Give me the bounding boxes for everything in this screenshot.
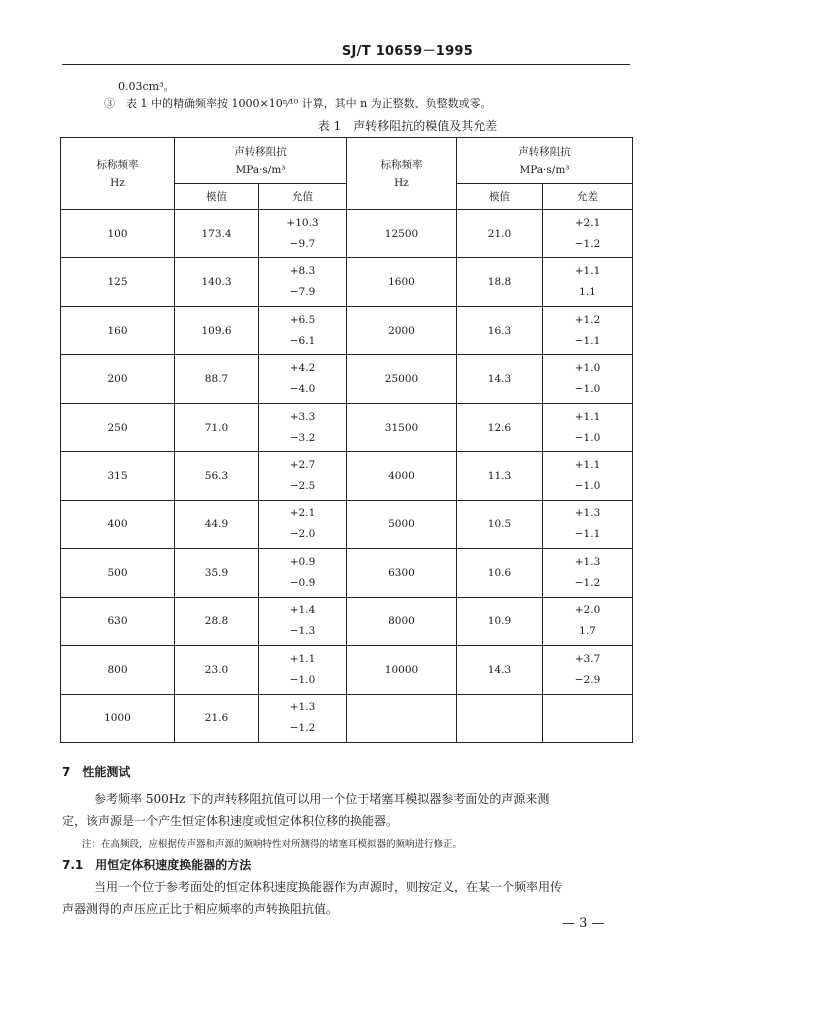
header-freq-unit-right: Hz <box>394 176 409 189</box>
table-header-row <box>61 138 633 184</box>
upper-tolerance: +1.1 <box>574 410 601 423</box>
modulus-cell-right <box>457 694 543 742</box>
upper-tolerance: +1.4 <box>289 604 316 617</box>
modulus-cell-right: 21.0 <box>457 210 543 258</box>
tolerance-cell-right <box>543 355 633 403</box>
table-row <box>61 694 633 742</box>
freq-cell-right: 1600 <box>347 258 457 306</box>
tolerance-cell-right <box>543 694 633 742</box>
freq-cell: 200 <box>61 355 175 403</box>
modulus-cell-right: 16.3 <box>457 306 543 354</box>
header-impedance-unit-right: MPa·s/m³ <box>519 163 570 176</box>
lower-tolerance: −2.9 <box>574 673 601 686</box>
tolerance-cell <box>259 500 347 548</box>
modulus-cell: 88.7 <box>175 355 259 403</box>
table-row <box>61 597 633 645</box>
tolerance-cell-right <box>543 500 633 548</box>
header-nominal-frequency <box>61 138 175 210</box>
lower-tolerance: −1.0 <box>289 673 316 686</box>
tolerance-cell <box>259 646 347 694</box>
table-row <box>61 403 633 451</box>
modulus-cell-right: 11.3 <box>457 452 543 500</box>
upper-tolerance: +10.3 <box>286 216 319 229</box>
table-caption: 表 1 声转移阻抗的模值及其允差 <box>317 119 498 133</box>
lower-tolerance: −2.5 <box>289 479 316 492</box>
freq-cell-right: 12500 <box>347 210 457 258</box>
lower-tolerance: −1.2 <box>574 576 601 589</box>
lower-tolerance: −4.0 <box>289 383 316 396</box>
lower-tolerance: −0.9 <box>289 576 316 589</box>
modulus-cell: 35.9 <box>175 549 259 597</box>
modulus-cell: 23.0 <box>175 646 259 694</box>
lower-tolerance: −1.1 <box>574 528 601 541</box>
header-impedance-label: 声转移阻抗 <box>234 145 287 158</box>
upper-tolerance: +2.7 <box>289 458 316 471</box>
header-impedance-unit: MPa·s/m³ <box>235 163 286 176</box>
header-rule <box>62 64 630 65</box>
table-row <box>61 646 633 694</box>
page-number: — 3 — <box>562 916 605 931</box>
upper-tolerance: +6.5 <box>289 313 316 326</box>
lower-tolerance: −7.9 <box>289 286 316 299</box>
freq-cell: 1000 <box>61 694 175 742</box>
header-tolerance: 允值 <box>259 184 347 210</box>
section-7-paragraph-line-1: 参考频率 500Hz 下的声转移阻抗值可以用一个位于堵塞耳模拟器参考面处的声源来测 <box>94 792 550 806</box>
freq-cell: 250 <box>61 403 175 451</box>
tolerance-cell <box>259 452 347 500</box>
impedance-table <box>60 137 633 743</box>
upper-tolerance: +1.1 <box>574 458 601 471</box>
lower-tolerance: 1.7 <box>579 625 596 638</box>
tolerance-cell <box>259 258 347 306</box>
freq-cell-right: 5000 <box>347 500 457 548</box>
note-volume-fragment: 0.03cm³。 <box>118 80 175 93</box>
upper-tolerance: +1.3 <box>574 555 601 568</box>
tolerance-cell-right <box>543 452 633 500</box>
tolerance-cell-right <box>543 597 633 645</box>
upper-tolerance: +3.3 <box>289 410 316 423</box>
modulus-cell: 28.8 <box>175 597 259 645</box>
upper-tolerance: +4.2 <box>289 362 316 375</box>
standard-code-header: SJ/T 10659－1995 <box>341 44 474 59</box>
lower-tolerance: −1.0 <box>574 479 601 492</box>
lower-tolerance: −1.0 <box>574 383 601 396</box>
lower-tolerance: −1.1 <box>574 334 601 347</box>
modulus-cell-right: 18.8 <box>457 258 543 306</box>
modulus-cell: 173.4 <box>175 210 259 258</box>
tolerance-cell <box>259 355 347 403</box>
upper-tolerance: +1.0 <box>574 362 601 375</box>
lower-tolerance: −9.7 <box>289 237 316 250</box>
tolerance-cell-right <box>543 646 633 694</box>
header-freq-label: 标称频率 <box>96 158 139 171</box>
header-freq-unit: Hz <box>110 176 125 189</box>
lower-tolerance: 1.1 <box>579 286 596 299</box>
tolerance-cell <box>259 694 347 742</box>
freq-cell-right: 25000 <box>347 355 457 403</box>
lower-tolerance: −2.0 <box>289 528 316 541</box>
section-7-1-paragraph-line-2: 声器测得的声压应正比于相应频率的声转换阻抗值。 <box>62 902 339 916</box>
upper-tolerance: +2.0 <box>574 604 601 617</box>
table-row <box>61 500 633 548</box>
section-7-1-heading: 7.1 用恒定体积速度换能器的方法 <box>62 858 252 872</box>
table-row <box>61 355 633 403</box>
section-7-note: 注：在高频段，应根据传声器和声源的频响特性对所测得的堵塞耳模拟器的频响进行修正。 <box>82 839 463 850</box>
modulus-cell: 56.3 <box>175 452 259 500</box>
tolerance-cell-right <box>543 549 633 597</box>
modulus-cell-right: 14.3 <box>457 355 543 403</box>
lower-tolerance: −6.1 <box>289 334 316 347</box>
section-7-1-paragraph-line-1: 当用一个位于参考面处的恒定体积速度换能器作为声源时，则按定义，在某一个频率用传 <box>94 880 563 894</box>
modulus-cell: 44.9 <box>175 500 259 548</box>
header-transfer-impedance-right <box>457 138 633 184</box>
modulus-cell-right: 12.6 <box>457 403 543 451</box>
modulus-cell-right: 10.5 <box>457 500 543 548</box>
tolerance-cell <box>259 549 347 597</box>
freq-cell-right: 31500 <box>347 403 457 451</box>
freq-cell-right: 8000 <box>347 597 457 645</box>
header-impedance-label-right: 声转移阻抗 <box>518 145 571 158</box>
upper-tolerance: +3.7 <box>574 652 601 665</box>
tolerance-cell <box>259 597 347 645</box>
freq-cell: 160 <box>61 306 175 354</box>
upper-tolerance: +1.3 <box>574 507 601 520</box>
table-row <box>61 210 633 258</box>
table-row <box>61 549 633 597</box>
modulus-cell: 71.0 <box>175 403 259 451</box>
freq-cell: 100 <box>61 210 175 258</box>
tolerance-cell-right <box>543 210 633 258</box>
lower-tolerance: −1.2 <box>289 722 316 735</box>
note-3-frequency-formula: ③ 表 1 中的精确频率按 1000×10ⁿ⁄¹⁰ 计算，其中 n 为正整数、负整数或零。 <box>104 97 492 110</box>
freq-cell: 500 <box>61 549 175 597</box>
upper-tolerance: +2.1 <box>289 507 316 520</box>
header-nominal-frequency-right <box>347 138 457 210</box>
upper-tolerance: +2.1 <box>574 216 601 229</box>
freq-cell-right <box>347 694 457 742</box>
freq-cell-right: 2000 <box>347 306 457 354</box>
lower-tolerance: −1.2 <box>574 237 601 250</box>
tolerance-cell <box>259 210 347 258</box>
modulus-cell-right: 10.9 <box>457 597 543 645</box>
section-7-heading: 7 性能测试 <box>62 765 131 779</box>
upper-tolerance: +0.9 <box>289 555 316 568</box>
modulus-cell: 109.6 <box>175 306 259 354</box>
modulus-cell-right: 10.6 <box>457 549 543 597</box>
lower-tolerance: −3.2 <box>289 431 316 444</box>
header-freq-label-right: 标称频率 <box>380 158 423 171</box>
header-tolerance-right: 允差 <box>543 184 633 210</box>
freq-cell: 125 <box>61 258 175 306</box>
modulus-cell: 21.6 <box>175 694 259 742</box>
upper-tolerance: +1.2 <box>574 313 601 326</box>
lower-tolerance: −1.0 <box>574 431 601 444</box>
upper-tolerance: +8.3 <box>289 265 316 278</box>
freq-cell-right: 10000 <box>347 646 457 694</box>
section-7-paragraph-line-2: 定，该声源是一个产生恒定体积速度或恒定体积位移的换能器。 <box>62 814 399 828</box>
tolerance-cell <box>259 403 347 451</box>
table-row <box>61 258 633 306</box>
tolerance-cell-right <box>543 258 633 306</box>
header-modulus: 模值 <box>175 184 259 210</box>
tolerance-cell-right <box>543 403 633 451</box>
upper-tolerance: +1.3 <box>289 701 316 714</box>
freq-cell: 800 <box>61 646 175 694</box>
tolerance-cell <box>259 306 347 354</box>
header-transfer-impedance <box>175 138 347 184</box>
lower-tolerance: −1.3 <box>289 625 316 638</box>
table-row <box>61 306 633 354</box>
tolerance-cell-right <box>543 306 633 354</box>
freq-cell-right: 4000 <box>347 452 457 500</box>
freq-cell: 315 <box>61 452 175 500</box>
modulus-cell-right: 14.3 <box>457 646 543 694</box>
freq-cell: 630 <box>61 597 175 645</box>
header-modulus-right: 模值 <box>457 184 543 210</box>
modulus-cell: 140.3 <box>175 258 259 306</box>
upper-tolerance: +1.1 <box>289 652 316 665</box>
upper-tolerance: +1.1 <box>574 265 601 278</box>
freq-cell-right: 6300 <box>347 549 457 597</box>
table-row <box>61 452 633 500</box>
freq-cell: 400 <box>61 500 175 548</box>
